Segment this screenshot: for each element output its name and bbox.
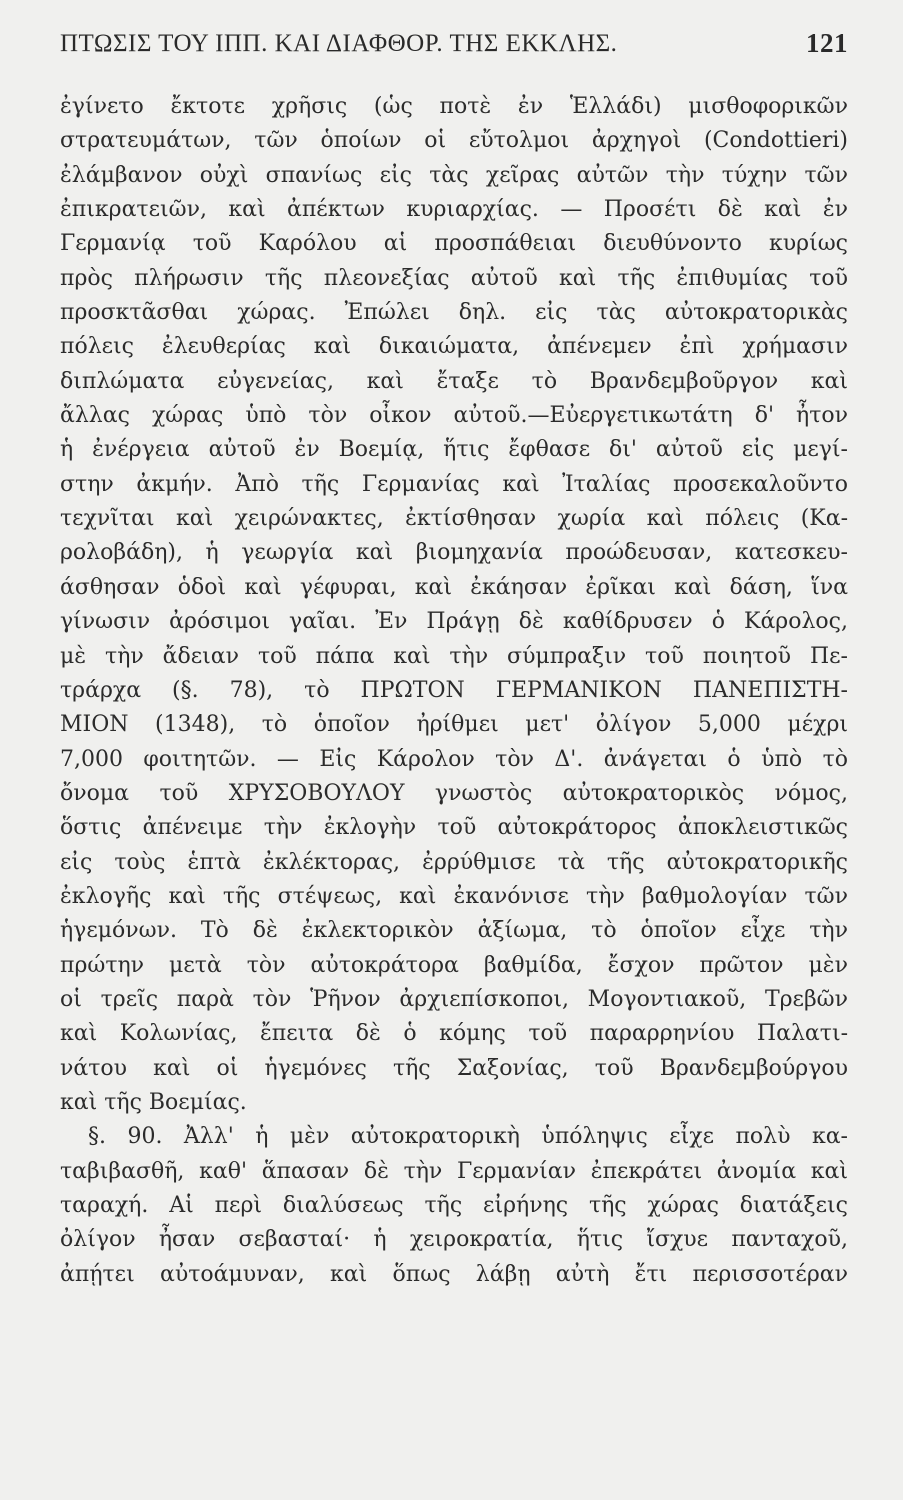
text-line: ρολοβάδη), ἡ γεωργία καὶ βιομηχανία προώδευσαν, κατεσκευ- — [60, 540, 848, 566]
text-line: 7,000 φοιτητῶν. — Εἰς Κάρολον τὸν Δ'. ἀνάγεται ὁ ὑπὸ τὸ — [60, 746, 848, 772]
text-line: ΜΙΟΝ (1348), τὸ ὁποῖον ἠρίθμει μετ' ὀλίγον 5,000 μέχρι — [60, 712, 848, 738]
text-line: ὄνομα τοῦ ΧΡΥΣΟΒΟΥΛΟΥ γνωστὸς αὐτοκρατορικὸς νόμος, — [60, 780, 848, 806]
page-header — [60, 30, 848, 70]
text-line: εἰς τοὺς ἑπτὰ ἐκλέκτορας, ἐρρύθμισε τὰ τῆς αὐτοκρατορικῆς — [60, 849, 848, 875]
text-line: ταραχή. Αἱ περὶ διαλύσεως τῆς εἰρήνης τῆς χώρας διατάξεις — [60, 1193, 848, 1218]
page-number: 121 — [806, 28, 848, 58]
text-line: ἀπῄτει αὐτοάμυναν, καὶ ὅπως λάβῃ αὐτὴ ἔτι περισσοτέραν — [60, 1261, 848, 1287]
text-line: ἐκλογῆς καὶ τῆς στέψεως, καὶ ἐκανόνισε τὴν βαθμολογίαν τῶν — [60, 883, 848, 909]
text-line: ἄλλας χώρας ὑπὸ τὸν οἶκον αὐτοῦ.—Εὐεργετικωτάτη δ' ἦτον — [60, 403, 848, 429]
text-line: οἱ τρεῖς παρὰ τὸν Ῥῆνον ἀρχιεπίσκοποι, Μογοντιακοῦ, Τρεβῶν — [60, 986, 848, 1012]
text-line: τράρχα (§. 78), τὸ ΠΡΩΤΟΝ ΓΕΡΜΑΝΙΚΟΝ ΠΑΝΕΠΙΣΤΗ- — [60, 677, 848, 703]
text-line: ἡγεμόνων. Τὸ δὲ ἐκλεκτορικὸν ἀξίωμα, τὸ ὁποῖον εἶχε τὴν — [60, 918, 848, 944]
text-line: Γερμανίᾳ τοῦ Καρόλου αἱ προσπάθειαι διευθύνοντο κυρίως — [60, 231, 848, 257]
text-line: άσθησαν ὁδοὶ καὶ γέφυραι, καὶ ἐκάησαν ἐρῖκαι καὶ δάση, ἵνα — [60, 574, 848, 600]
text-line: ἐλάμβανον οὐχὶ σπανίως εἰς τὰς χεῖρας αὐτῶν τὴν τύχην τῶν — [60, 162, 848, 188]
section-start-line: §. 90. Ἀλλ' ἡ μὲν αὐτοκρατορικὴ ὑπόληψις εἶχε πολὺ κα- — [88, 1124, 848, 1150]
text-line: διπλώματα εὐγενείας, καὶ ἔταξε τὸ Βρανδεμβοῦργον καὶ — [60, 368, 848, 394]
text-line: ἐγίνετο ἔκτοτε χρῆσις (ὡς ποτὲ ἐν Ἑλλάδι) μισθοφορικῶν — [60, 94, 848, 119]
text-line: ἡ ἐνέργεια αὐτοῦ ἐν Βοεμίᾳ, ἥτις ἔφθασε δι' αὐτοῦ εἰς μεγί- — [60, 437, 848, 463]
text-line: ὀλίγον ἦσαν σεβασταί· ἡ χειροκρατία, ἥτις ἴσχυε πανταχοῦ, — [60, 1227, 848, 1253]
text-line: ὅστις ἀπένειμε τὴν ἐκλογὴν τοῦ αὐτοκράτορος ἀποκλειστικῶς — [60, 815, 848, 841]
text-line: τεχνῖται καὶ χειρώνακτες, ἐκτίσθησαν χωρία καὶ πόλεις (Κα- — [60, 506, 848, 532]
text-line: καὶ Κολωνίας, ἔπειτα δὲ ὁ κόμης τοῦ παραρρηνίου Παλατι- — [60, 1021, 848, 1047]
text-line: στην ἀκμήν. Ἀπὸ τῆς Γερμανίας καὶ Ἰταλίας προσεκαλοῦντο — [60, 471, 848, 497]
text-line: πρὸς πλήρωσιν τῆς πλεονεξίας αὐτοῦ καὶ τῆς ἐπιθυμίας τοῦ — [60, 265, 848, 291]
text-line: πόλεις ἐλευθερίας καὶ δικαιώματα, ἀπένεμεν ἐπὶ χρήμασιν — [60, 334, 848, 360]
text-line: γίνωσιν ἀρόσιμοι γαῖαι. Ἐν Πράγῃ δὲ καθίδρυσεν ὁ Κάρολος, — [60, 609, 848, 635]
text-line: στρατευμάτων, τῶν ὁποίων οἱ εὔτολμοι ἀρχηγοὶ (Condottieri) — [60, 128, 848, 154]
text-line: πρώτην μετὰ τὸν αὐτοκράτορα βαθμίδα, ἔσχον πρῶτον μὲν — [60, 952, 848, 978]
running-title: ΠΤΩΣΙΣ ΤΟΥ ΙΠΠ. ΚΑΙ ΔΙΑΦΘΟΡ. ΤΗΣ ΕΚΚΛΗΣ. — [60, 30, 618, 57]
text-line: ταβιβασθῆ, καθ' ἅπασαν δὲ τὴν Γερμανίαν ἐπεκράτει ἀνομία καὶ — [60, 1158, 848, 1184]
text-line: προσκτᾶσθαι χώρας. Ἐπώλει δηλ. εἰς τὰς αὐτοκρατορικὰς — [60, 300, 848, 326]
body-text — [60, 90, 848, 1292]
paragraph-end-line: καὶ τῆς Βοεμίας. — [60, 1089, 247, 1115]
text-line: ἐπικρατειῶν, καὶ ἀπέκτων κυριαρχίας. — Προσέτι δὲ καὶ ἐν — [60, 197, 848, 223]
text-line: νάτου καὶ οἱ ἡγεμόνες τῆς Σαξονίας, τοῦ Βρανδεμβούργου — [60, 1055, 848, 1081]
text-line: μὲ τὴν ἄδειαν τοῦ πάπα καὶ τὴν σύμπραξιν τοῦ ποιητοῦ Πε- — [60, 643, 848, 669]
